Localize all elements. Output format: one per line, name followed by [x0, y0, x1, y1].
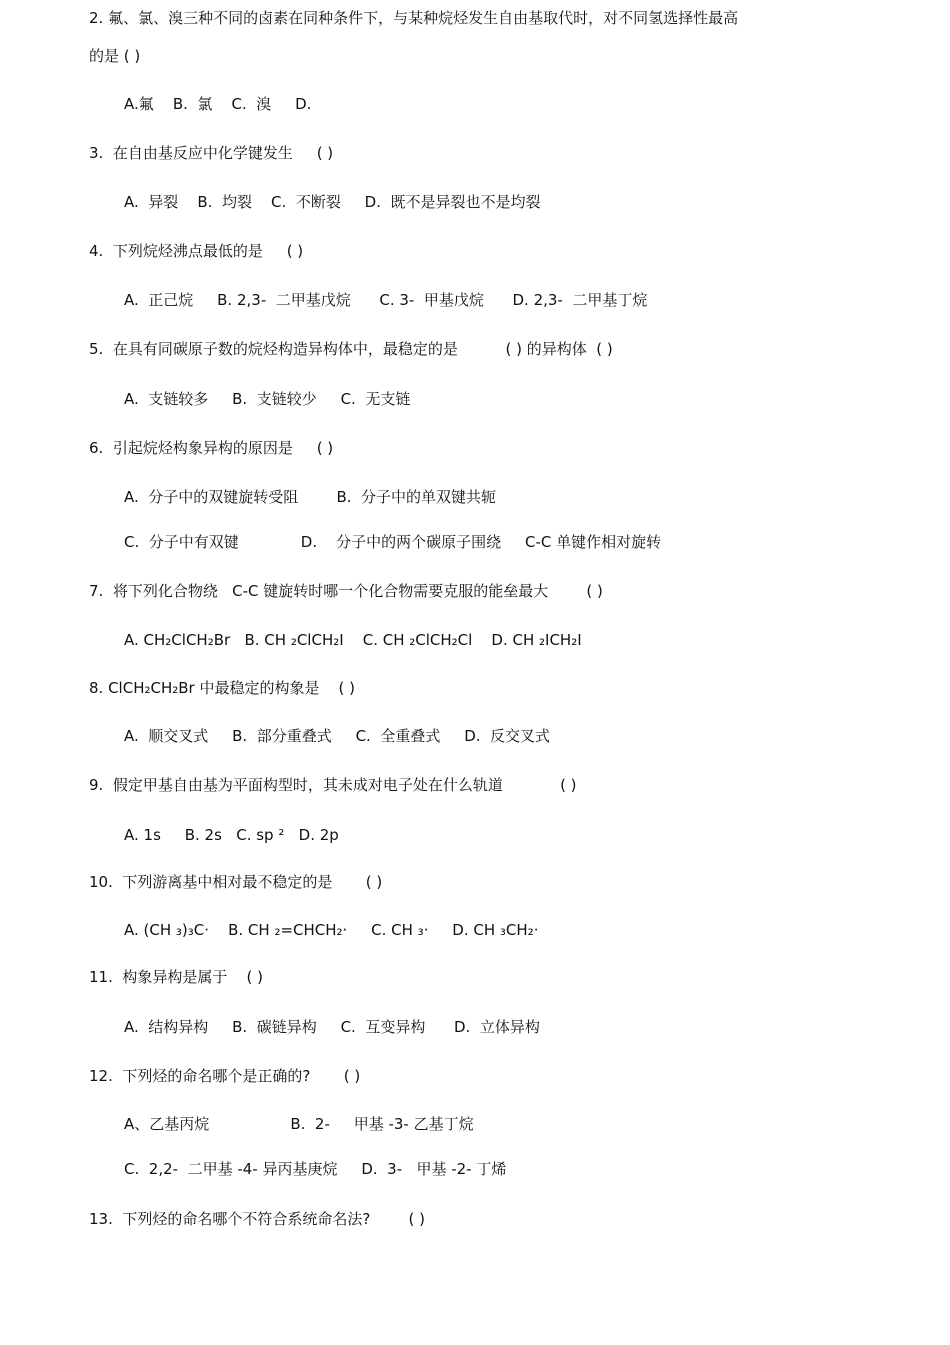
question-3-stem: 3. 在自由基反应中化学键发生 ( ) — [89, 144, 334, 162]
question-8-options: A. 顺交叉式 B. 部分重叠式 C. 全重叠式 D. 反交叉式 — [124, 727, 551, 745]
question-2-options: A.氟 B. 氯 C. 溴 D. — [124, 95, 312, 113]
question-12-stem: 12. 下列烃的命名哪个是正确的? ( ) — [89, 1067, 361, 1085]
question-13-stem: 13. 下列烃的命名哪个不符合系统命名法? ( ) — [89, 1210, 425, 1228]
question-5-stem: 5. 在具有同碳原子数的烷烃构造异构体中，最稳定的是 ( ) 的异构体 ( ) — [89, 340, 613, 358]
question-11-stem: 11. 构象异构是属于 ( ) — [89, 968, 263, 986]
question-11-options: A. 结构异构 B. 碳链异构 C. 互变异构 D. 立体异构 — [124, 1018, 540, 1036]
question-8-stem: 8. ClCH₂CH₂Br 中最稳定的构象是 ( ) — [89, 679, 356, 697]
question-4-options: A. 正己烷 B. 2,3- 二甲基戊烷 C. 3- 甲基戊烷 D. 2,3- 二甲基丁烷 — [124, 291, 648, 309]
question-3-options: A. 异裂 B. 均裂 C. 不断裂 D. 既不是异裂也不是均裂 — [124, 193, 541, 211]
question-4-stem: 4. 下列烷烃沸点最低的是 ( ) — [89, 242, 304, 260]
question-9-stem: 9. 假定甲基自由基为平面构型时，其未成对电子处在什么轨道 ( ) — [89, 776, 577, 794]
question-6-options-row-1: A. 分子中的双键旋转受阻 B. 分子中的单双键共轭 — [124, 488, 497, 506]
question-6-stem: 6. 引起烷烃构象异构的原因是 ( ) — [89, 439, 334, 457]
question-5-options: A. 支链较多 B. 支链较少 C. 无支链 — [124, 390, 411, 408]
question-9-options: A. 1s B. 2s C. sp ² D. 2p — [124, 826, 339, 844]
question-12-options-row-2: C. 2,2- 二甲基 -4- 异丙基庚烷 D. 3- 甲基 -2- 丁烯 — [124, 1160, 507, 1178]
question-10-options: A. (CH ₃)₃C· B. CH ₂=CHCH₂· C. CH ₃· D. CH ₃CH₂· — [124, 921, 539, 939]
question-6-options-row-2: C. 分子中有双键 D. 分子中的两个碳原子围绕 C-C 单键作相对旋转 — [124, 533, 662, 551]
question-2-stem: 2. 氟、氯、溴三种不同的卤素在同种条件下，与某种烷烃发生自由基取代时，对不同氢选择性最高 — [89, 9, 739, 27]
question-10-stem: 10. 下列游离基中相对最不稳定的是 ( ) — [89, 873, 383, 891]
question-12-options-row-1: A、乙基丙烷 B. 2- 甲基 -3- 乙基丁烷 — [124, 1115, 474, 1133]
question-2-stem-continued: 的是 ( ) — [89, 47, 141, 65]
question-7-options: A. CH₂ClCH₂Br B. CH ₂ClCH₂I C. CH ₂ClCH₂Cl D. CH ₂ICH₂I — [124, 631, 582, 649]
question-7-stem: 7. 将下列化合物绕 C-C 键旋转时哪一个化合物需要克服的能垒最大 ( ) — [89, 582, 603, 600]
